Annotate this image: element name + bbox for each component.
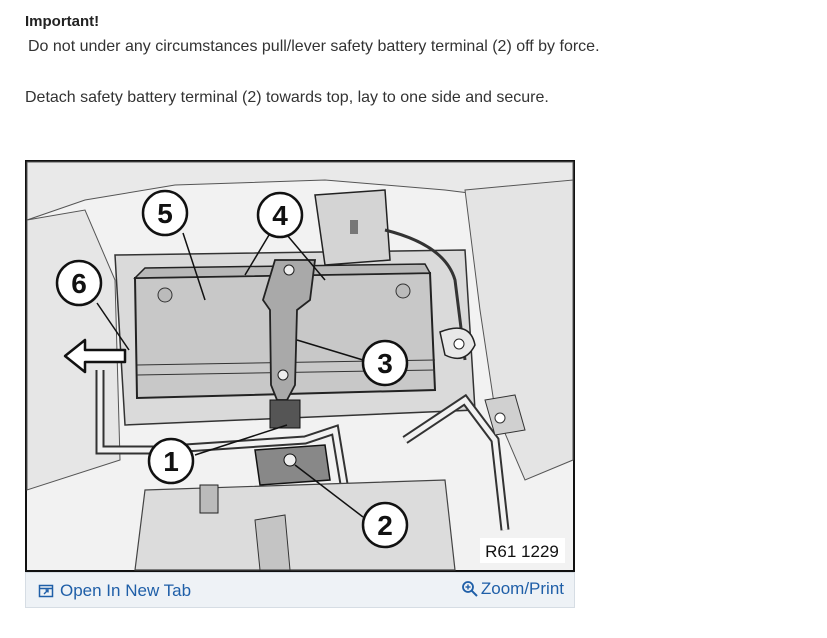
callout-5-label: 5 [157,198,173,229]
figure-toolbar [25,572,575,608]
callout-6-label: 6 [71,268,87,299]
open-in-new-tab-icon [38,583,54,599]
important-heading: Important! [25,13,100,30]
figure-container [25,160,575,608]
zoom-magnifier-icon [461,580,479,598]
callout-3-label: 3 [377,348,393,379]
callout-4 [258,193,302,237]
zoom-print-link[interactable] [461,579,564,599]
figure-reference: R61 1229 [485,542,559,561]
instruction-warning: Do not under any circumstances pull/lever safety battery terminal (2) off by force. [28,38,600,55]
callout-3 [363,341,407,385]
callout-5 [143,191,187,235]
open-in-new-tab-link[interactable] [38,581,191,601]
callout-6 [57,261,101,305]
battery-diagram [25,160,575,572]
open-in-new-tab-label: Open In New Tab [60,581,192,600]
callout-2-label: 2 [377,510,393,541]
zoom-print-label: Zoom/Print [480,579,564,598]
instruction-step: Detach safety battery terminal (2) towards top, lay to one side and secure. [25,89,549,106]
callout-4-label: 4 [272,200,288,231]
callout-2 [363,503,407,547]
callout-1 [149,439,193,483]
callout-1-label: 1 [163,446,179,477]
